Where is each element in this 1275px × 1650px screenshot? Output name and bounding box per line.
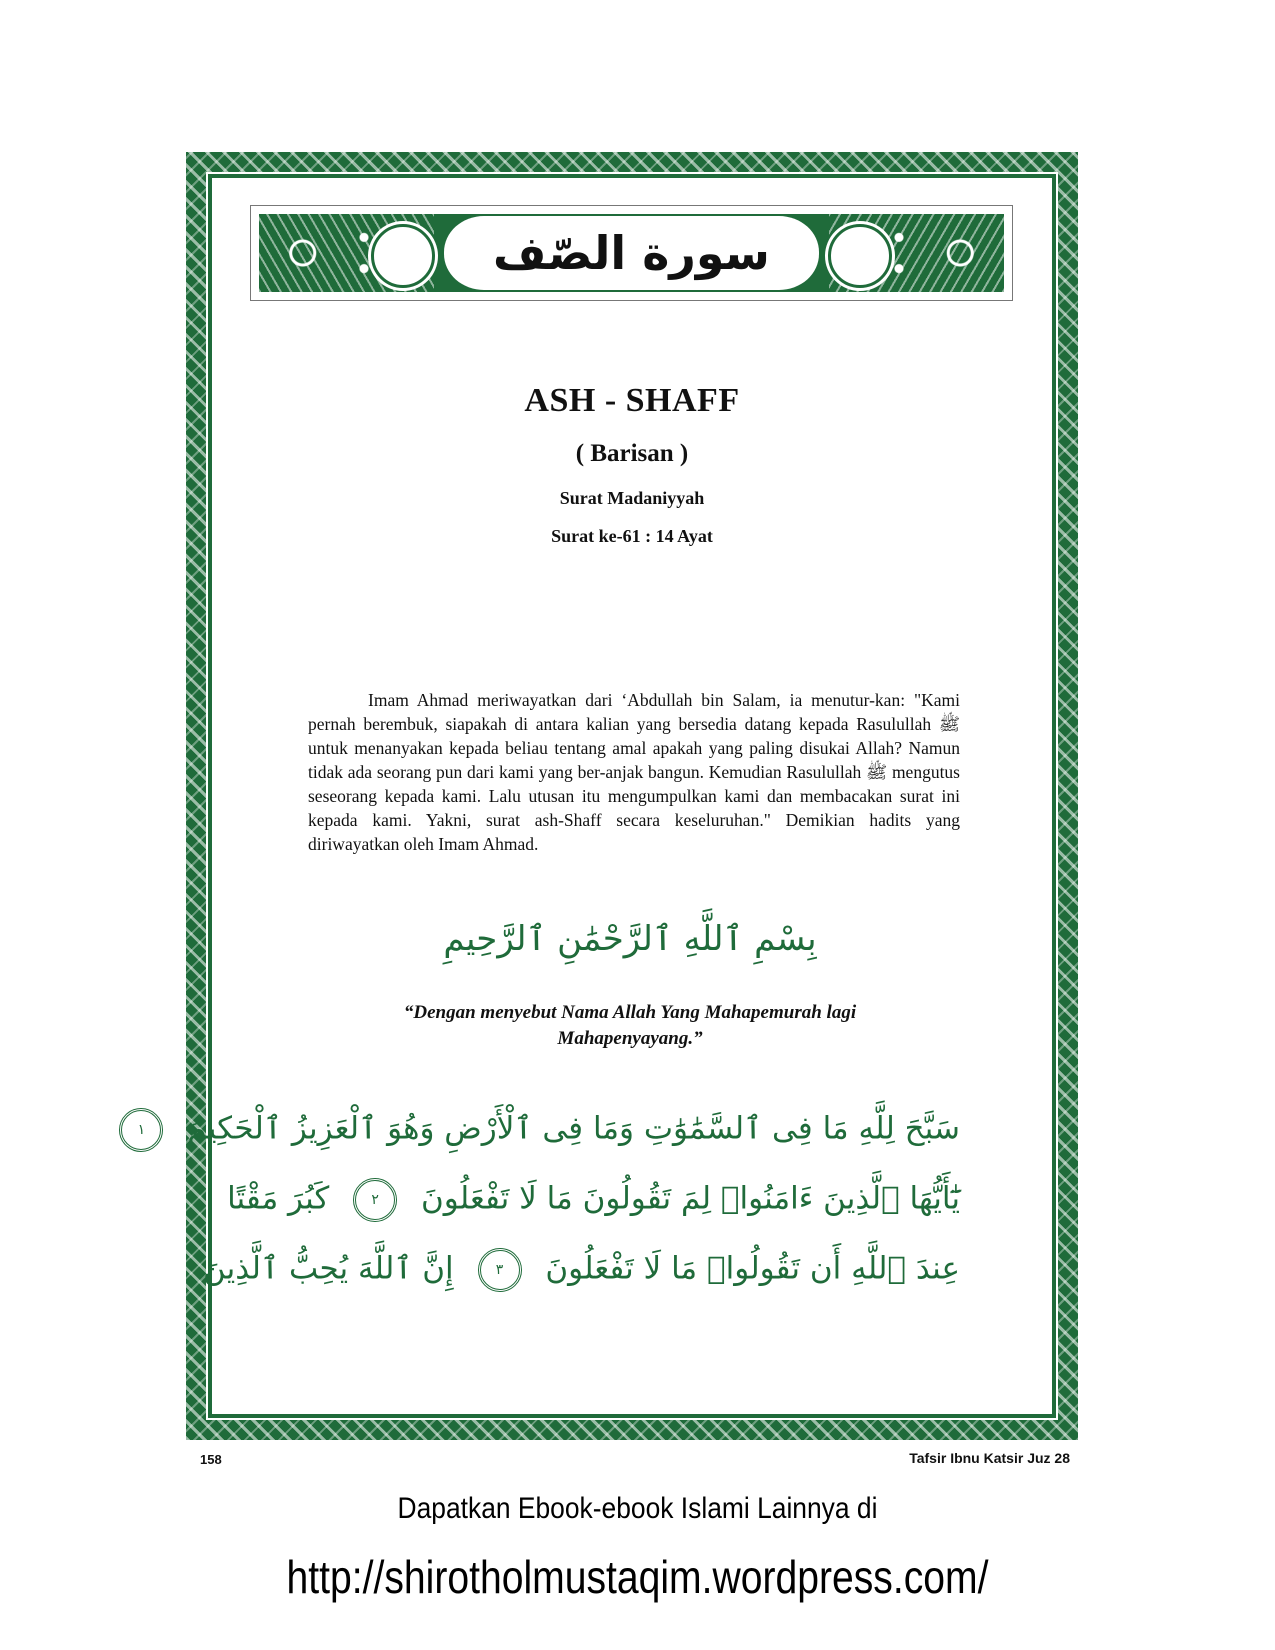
header-ornament-band [259,214,1004,292]
ayah-continuation-text: كَبُرَ مَقْتًا [227,1180,330,1217]
ayah-continuation-text: إِنَّ ٱللَّهَ يُحِبُّ ٱلَّذِينَ [203,1250,454,1287]
ayah-line-1 [137,1108,960,1152]
surah-subtitle: ( Barisan ) [575,440,689,467]
ayah-number-marker: ٢ [353,1178,397,1222]
arabic-surah-title: سورة الصّف [493,226,770,280]
surah-type: Surat Madaniyyah [559,488,705,508]
promo-url-link[interactable]: http://shirotholmustaqim.wordpress.com/ [286,1551,989,1603]
surah-info: Surat ke-61 : 14 Ayat [551,526,713,546]
ayah-line-2 [227,1178,960,1222]
ayah-text: سَبَّحَ لِلَّهِ مَا فِى ٱلسَّمَٰوَٰتِ وَمَا فِى ٱلْأَرْضِ وَهُوَ ٱلْعَزِيزُ ٱلْحَكِيمُ [187,1110,960,1147]
intro-paragraph: Imam Ahmad meriwayatkan dari ‘Abdullah bin Salam, ia menutur-kan: "Kami pernah berembuk, siapakah di antara kalian yang bersedia datang kepada Rasulullah ﷺ untuk menanyakan kepada beliau tentang amal apakah yang paling disukai Allah? Namun tidak ada seorang pun dari kami yang ber-anjak bangun. Kemudian Rasulullah ﷺ mengutus seseorang kepada kami. Lalu utusan itu mengumpulkan kami dan membacakan surat ini kepada kami. Yakni, surat ash-Shaff secara keseluruhan." Demikian hadits yang diriwayatkan oleh Imam Ahmad. [308,689,960,854]
page-number: 158 [200,1452,222,1467]
bismillah-calligraphy: بِسْمِ ٱللَّهِ ٱلرَّحْمَٰنِ ٱلرَّحِيمِ [443,919,817,959]
surah-title: ASH - SHAFF [524,382,740,419]
ayah-line-3 [203,1248,960,1292]
promo-text: Dapatkan Ebook-ebook Islami Lainnya di [397,1492,878,1525]
ayah-number-marker: ١ [119,1108,163,1152]
title-cartouche [444,216,819,290]
ayah-number-marker: ٣ [478,1248,522,1292]
ayah-text: عِندَ ٱللَّهِ أَن تَقُولُوا۟ مَا لَا تَفْعَلُونَ [545,1250,960,1287]
medallion-ornament-left [371,224,435,288]
medallion-ornament-right [828,224,892,288]
bismillah-translation: “Dengan menyebut Nama Allah Yang Mahapemurah lagi Mahapenyayang.” [403,1002,857,1049]
surah-header-banner [250,205,1013,301]
ayah-text: يَٰٓأَيُّهَا ٱلَّذِينَ ءَامَنُوا۟ لِمَ تَقُولُونَ مَا لَا تَفْعَلُونَ [420,1180,960,1217]
running-book-title: Tafsir Ibnu Katsir Juz 28 [909,1450,1070,1466]
